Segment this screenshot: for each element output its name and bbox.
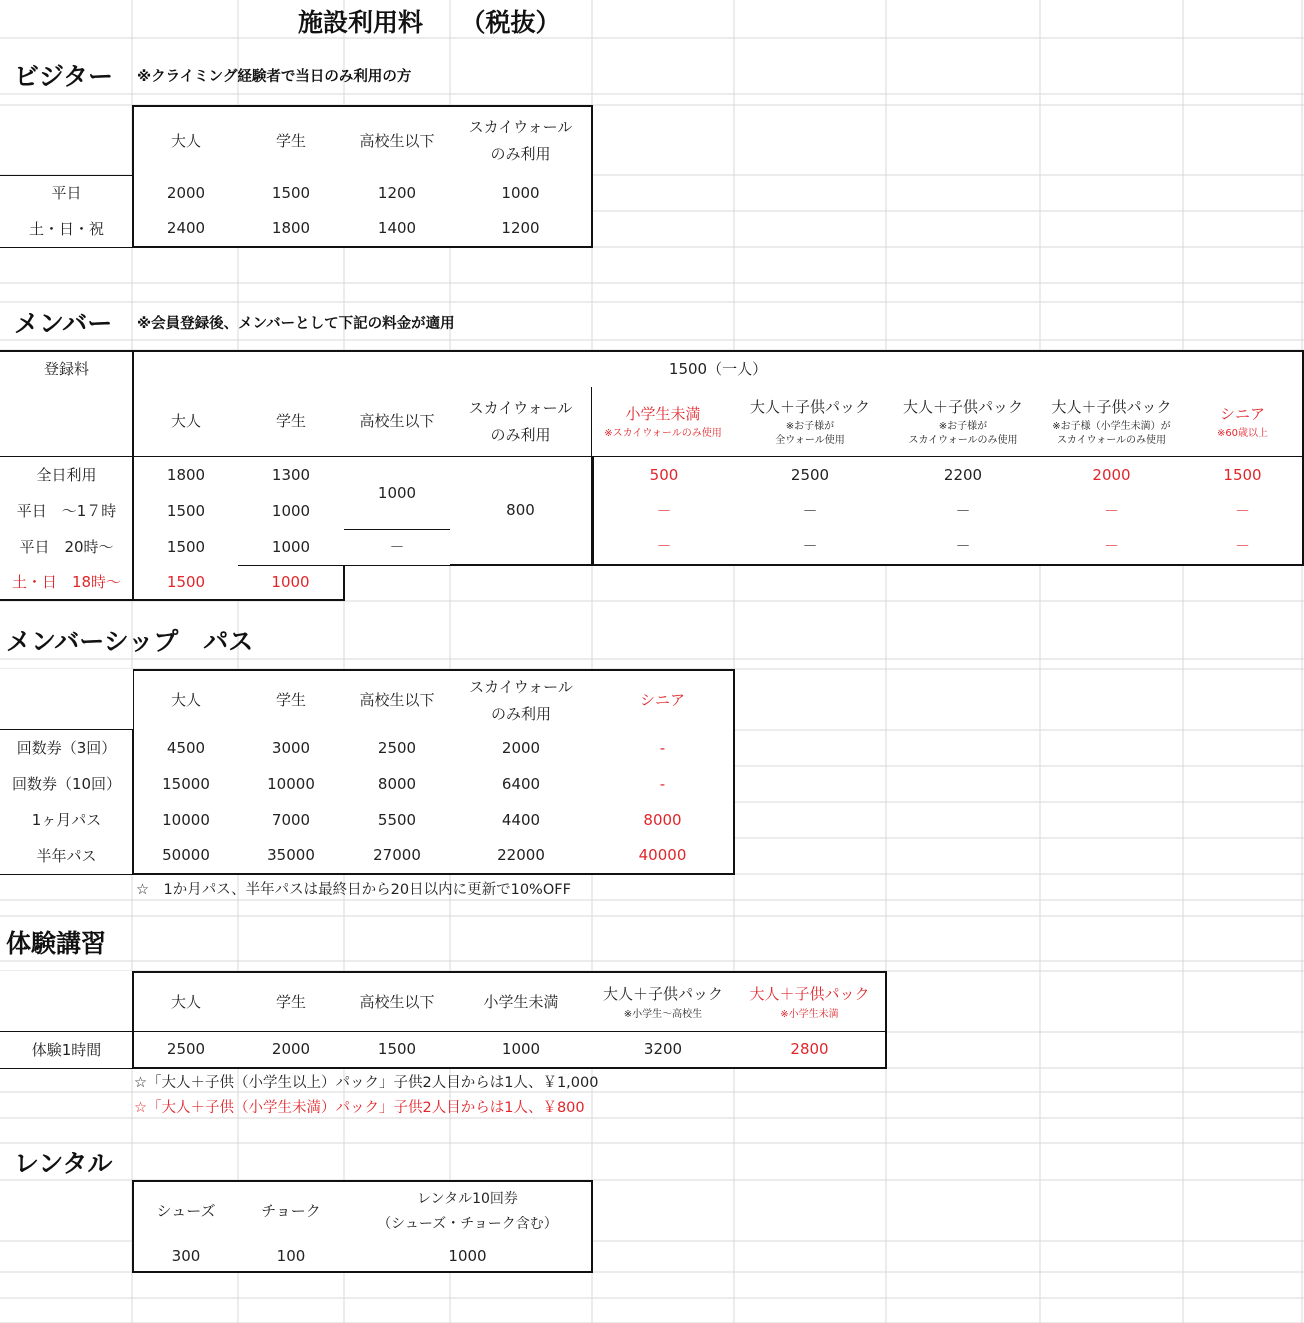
member-row-value: －	[592, 493, 735, 530]
member-header-skywall	[450, 387, 593, 458]
visitor-row-value: 1500	[238, 175, 345, 212]
pass-row-value: 4400	[450, 802, 593, 839]
pass-row-value: 10000	[238, 766, 345, 803]
pass-header-skywall	[450, 669, 593, 731]
member-row-label: 平日 ～1７時	[0, 493, 133, 530]
pass-row-label: 回数券（3回）	[0, 730, 133, 767]
visitor-header-student: 学生	[238, 105, 345, 176]
member-skywall-merged: 800	[450, 457, 593, 566]
member-header-pack-all-main: 大人＋子供パック	[749, 397, 870, 416]
visitor-header-skywall	[450, 105, 593, 176]
member-row-label: 全日利用	[0, 457, 133, 494]
pass-row-value: 50000	[132, 838, 239, 875]
member-row-value: －	[886, 493, 1041, 530]
pass-row-value: 40000	[592, 838, 735, 875]
member-header-highschool: 高校生以下	[344, 387, 451, 458]
trial-header-corner	[0, 971, 133, 1033]
visitor-row-value: 1400	[344, 211, 451, 248]
member-header-pack-sky-main: 大人＋子供パック	[902, 397, 1023, 416]
pass-row-value: 22000	[450, 838, 593, 875]
pass-row-value: 3000	[238, 730, 345, 767]
pass-row-value: 15000	[132, 766, 239, 803]
pass-row-value: 27000	[344, 838, 451, 875]
member-header-pack-pre	[1040, 387, 1184, 458]
rental-value-ticket: 1000	[344, 1241, 593, 1273]
pass-row-value: -	[592, 730, 735, 767]
member-row-value: －	[1040, 493, 1184, 530]
member-header-adult: 大人	[132, 387, 239, 458]
rental-header-ticket	[344, 1180, 593, 1242]
member-header-senior-sub: ※60歳以上	[1216, 428, 1269, 440]
member-header-pack-sky	[886, 387, 1041, 458]
member-row-value: 1300	[238, 457, 345, 494]
trial-header-pack-preschool-main: 大人＋子供パック	[749, 985, 870, 1004]
member-header-senior-main: シニア	[1219, 404, 1265, 423]
member-row-label: 土・日 18時～	[0, 565, 133, 601]
trial-row-value: 1000	[450, 1032, 593, 1069]
trial-row-value: 2000	[238, 1032, 345, 1069]
member-highschool-merged: 1000	[344, 457, 451, 530]
trial-header-adult: 大人	[132, 971, 239, 1033]
visitor-row-value: 1000	[450, 175, 593, 212]
pass-header-senior: シニア	[592, 669, 735, 731]
page-title: 施設利用料 （税抜）	[298, 8, 561, 37]
trial-header-highschool: 高校生以下	[344, 971, 451, 1033]
member-row-value: 2000	[1040, 457, 1184, 494]
member-row-value: －	[886, 529, 1041, 566]
member-row-value: 2500	[734, 457, 887, 494]
member-row-label: 平日 20時～	[0, 529, 133, 566]
trial-header-pack-preschool-sub: ※小学生未満	[780, 1008, 839, 1020]
visitor-row-value: 1200	[344, 175, 451, 212]
trial-row-value: 2500	[132, 1032, 239, 1069]
member-row-value: －	[1183, 493, 1304, 530]
pass-header-highschool: 高校生以下	[344, 669, 451, 731]
trial-footnote-2: ☆「大人＋子供（小学生未満）パック」子供2人目からは1人、￥800	[134, 1100, 585, 1116]
member-row-value: 1000	[238, 565, 345, 601]
member-row-value: 1500	[1183, 457, 1304, 494]
rental-header-chalk: チョーク	[238, 1180, 345, 1242]
pass-row-value: 35000	[238, 838, 345, 875]
rental-value-shoes: 300	[132, 1241, 239, 1273]
visitor-header-skywall-text: スカイウォール のみ利用	[468, 118, 573, 163]
member-row-value: 500	[592, 457, 735, 494]
member-header-student: 学生	[238, 387, 345, 458]
member-registration-label: 登録料	[0, 350, 133, 388]
pass-row-value: 8000	[592, 802, 735, 839]
trial-header-pack-preschool	[734, 971, 887, 1033]
pass-header-skywall-text: スカイウォール のみ利用	[469, 677, 573, 723]
rental-value-chalk: 100	[238, 1241, 345, 1273]
pass-header-corner	[0, 669, 133, 731]
visitor-heading: ビジター	[14, 62, 114, 91]
pass-row-label: 半年パス	[0, 838, 133, 875]
member-row-value: －	[344, 529, 451, 566]
rental-header-shoes: シューズ	[132, 1180, 239, 1242]
visitor-header-highschool: 高校生以下	[344, 105, 451, 176]
member-header-preschool-main: 小学生未満	[625, 404, 701, 423]
pass-row-value: 8000	[344, 766, 451, 803]
member-note: ※会員登録後、メンバーとして下記の料金が適用	[137, 316, 455, 332]
trial-header-preschool: 小学生未満	[450, 971, 593, 1033]
trial-heading: 体験講習	[6, 929, 107, 958]
pass-heading: メンバーシップ パス	[6, 627, 254, 656]
visitor-row-value: 2400	[132, 211, 239, 248]
pass-header-student: 学生	[238, 669, 345, 731]
member-registration-value: 1500（一人）	[132, 350, 1304, 388]
member-row-value: －	[734, 529, 887, 566]
visitor-header-adult: 大人	[132, 105, 239, 176]
pass-row-value: 2000	[450, 730, 593, 767]
member-header-pack-pre-main: 大人＋子供パック	[1051, 397, 1172, 416]
pass-row-value: -	[592, 766, 735, 803]
trial-row-value: 1500	[344, 1032, 451, 1069]
member-header-pack-all	[734, 387, 887, 458]
member-heading: メンバー	[14, 309, 113, 338]
pass-row-value: 5500	[344, 802, 451, 839]
trial-row-label: 体験1時間	[0, 1032, 133, 1069]
visitor-row-value: 2000	[132, 175, 239, 212]
visitor-row-value: 1200	[450, 211, 593, 248]
rental-heading: レンタル	[14, 1149, 113, 1178]
member-row-value: －	[1040, 529, 1184, 566]
member-row-value: 1800	[132, 457, 239, 494]
member-row-value: 2200	[886, 457, 1041, 494]
pass-footnote: ☆ 1か月パス、半年パスは最終日から20日以内に更新で10%OFF	[136, 882, 571, 898]
trial-row-value: 3200	[592, 1032, 735, 1069]
pass-row-label: 1ヶ月パス	[0, 802, 133, 839]
pass-row-label: 回数券（10回）	[0, 766, 133, 803]
trial-footnote-1: ☆「大人＋子供（小学生以上）パック」子供2人目からは1人、￥1,000	[134, 1075, 599, 1091]
member-row-value: 1000	[238, 529, 345, 566]
member-row-value: 1500	[132, 493, 239, 530]
pass-row-value: 6400	[450, 766, 593, 803]
pass-header-adult: 大人	[132, 669, 239, 731]
trial-header-pack-main: 大人＋子供パック	[602, 985, 723, 1004]
visitor-row-value: 1800	[238, 211, 345, 248]
member-header-preschool-sub: ※スカイウォールのみ使用	[604, 428, 722, 440]
member-header-preschool	[592, 387, 735, 458]
member-header-pack-pre-sub: ※お子様（小学生未満）が スカイウォールのみ使用	[1052, 421, 1171, 447]
member-header-pack-all-sub: ※お子様が 全ウォール使用	[775, 421, 845, 447]
visitor-note: ※クライミング経験者で当日のみ利用の方	[137, 69, 412, 85]
trial-row-value: 2800	[734, 1032, 887, 1069]
member-row-value: －	[734, 493, 887, 530]
pass-row-value: 2500	[344, 730, 451, 767]
trial-header-pack-sub: ※小学生～高校生	[623, 1008, 703, 1020]
member-header-pack-sky-sub: ※お子様が スカイウォールのみ使用	[908, 421, 1018, 447]
pass-row-value: 4500	[132, 730, 239, 767]
pass-row-value: 7000	[238, 802, 345, 839]
trial-header-pack	[592, 971, 735, 1033]
member-row-value: －	[592, 529, 735, 566]
member-header-skywall-text: スカイウォール のみ利用	[468, 398, 573, 444]
pass-row-value: 10000	[132, 802, 239, 839]
member-row-value: 1500	[132, 529, 239, 566]
visitor-row-label: 土・日・祝	[0, 211, 133, 248]
rental-header-ticket-text: レンタル10回券 （シューズ・チョーク含む）	[377, 1191, 558, 1232]
member-row-value: 1500	[132, 565, 239, 601]
trial-header-student: 学生	[238, 971, 345, 1033]
member-row-value: 1000	[238, 493, 345, 530]
visitor-row-label: 平日	[0, 175, 133, 212]
member-row-value: －	[1183, 529, 1304, 566]
member-header-senior	[1183, 387, 1304, 458]
member-header-corner	[0, 387, 133, 458]
